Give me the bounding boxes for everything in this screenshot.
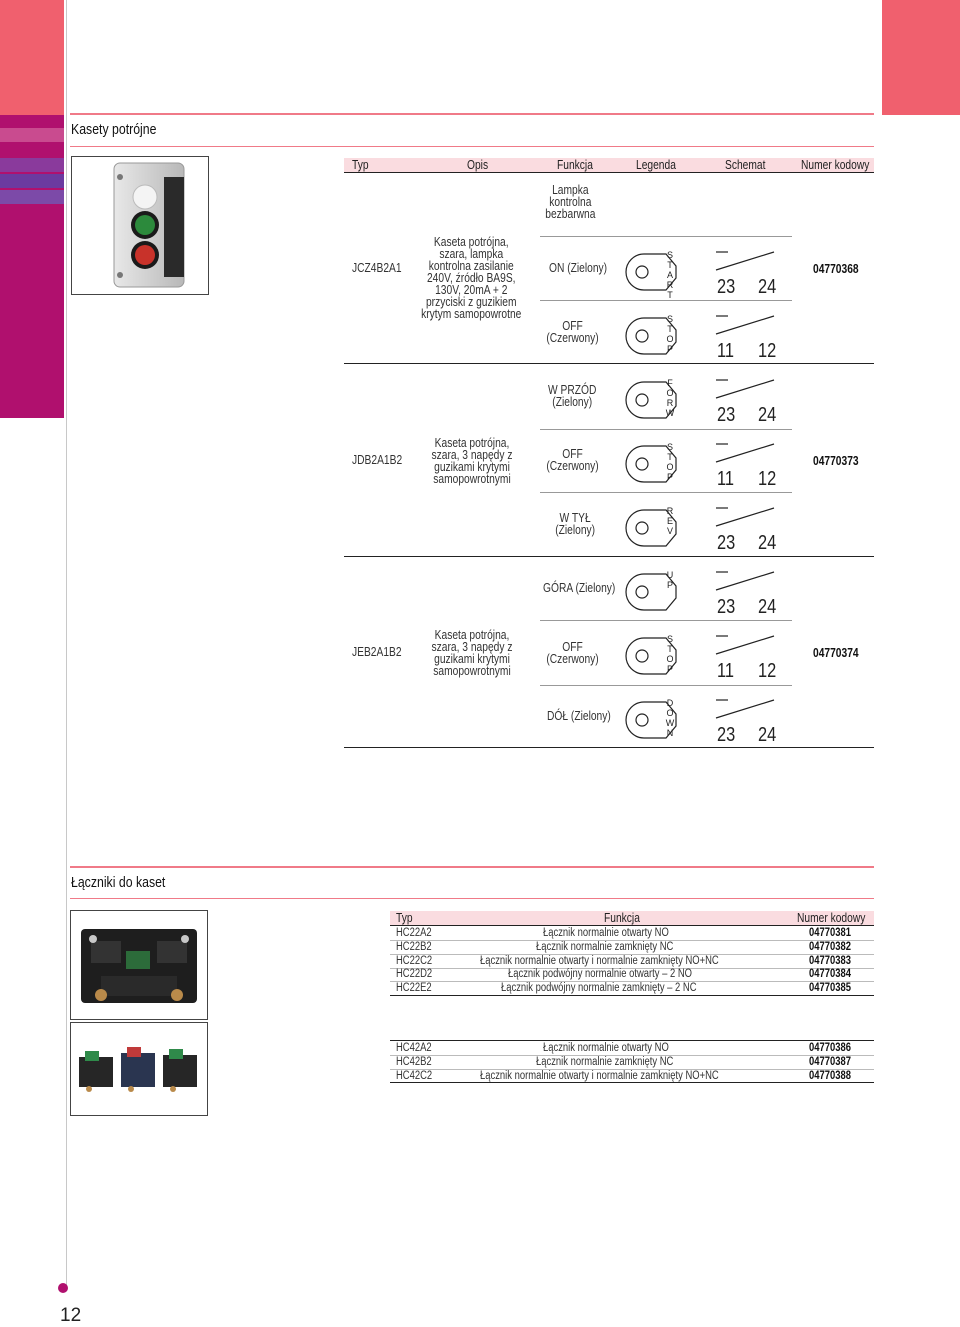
button-circle-icon xyxy=(636,266,648,278)
contact-switch-icon xyxy=(716,380,774,398)
func-cell: Łącznik normalnie otwarty i normalnie zamknięty NO+NC xyxy=(480,1069,719,1082)
code-cell: 04770384 xyxy=(809,968,851,981)
col-header-numer: Numer kodowy xyxy=(801,158,870,172)
terminal-number: 11 xyxy=(717,468,735,490)
margin-line xyxy=(66,0,67,1290)
table-row xyxy=(390,927,874,941)
schema-row xyxy=(624,502,794,558)
legend-text: FORW xyxy=(665,378,675,418)
col-header-typ: Typ xyxy=(396,911,413,925)
type-cell: HC22C2 xyxy=(396,954,433,967)
code-cell: 04770368 xyxy=(813,262,859,276)
terminal-number: 24 xyxy=(758,724,777,746)
contact-switch-icon xyxy=(716,316,774,334)
type-cell: HC22E2 xyxy=(396,982,432,995)
code-cell: 04770388 xyxy=(809,1069,851,1082)
func-cell: OFF (Czerwony) xyxy=(546,447,599,473)
header-rule xyxy=(344,172,874,173)
section-title: Łączniki do kaset xyxy=(71,874,166,891)
col-header-funkcja: Funkcja xyxy=(557,158,593,172)
terminal-number: 11 xyxy=(717,340,735,362)
type-cell: HC22A2 xyxy=(396,927,432,939)
func-cell: OFF (Czerwony) xyxy=(546,640,599,666)
contact-switch-icon xyxy=(716,572,774,590)
product-photo-box xyxy=(70,1022,208,1116)
func-cell: Łącznik normalnie otwarty NO xyxy=(543,1042,670,1054)
legend-text: START xyxy=(666,250,674,300)
type-cell: HC22B2 xyxy=(396,940,432,953)
table-header-bg xyxy=(344,158,874,172)
product-photo-box xyxy=(70,910,208,1020)
legend-text: DOWN xyxy=(665,698,675,738)
block-end-rule xyxy=(390,995,874,996)
schema-row xyxy=(624,246,794,302)
contact-block-image xyxy=(71,911,207,1019)
side-stripe xyxy=(0,190,64,204)
table-row xyxy=(390,1042,874,1056)
button-circle-icon xyxy=(636,650,648,662)
top-left-band xyxy=(0,0,64,115)
section-title: Kasety potrójne xyxy=(71,121,157,138)
section-rule xyxy=(70,113,874,115)
col-header-typ: Typ xyxy=(352,158,369,172)
terminal-number: 24 xyxy=(758,276,777,298)
contact-switch-icon xyxy=(716,700,774,718)
side-stripe xyxy=(0,128,64,142)
func-cell: Łącznik podwójny normalnie zamknięty – 2 NC xyxy=(500,982,697,995)
desc-cell: Kaseta potrójna, szara, 3 napędy z guzikami krytymi samopowrotnymi xyxy=(431,628,513,678)
terminal-number: 24 xyxy=(758,404,777,426)
section-rule xyxy=(70,898,874,899)
terminal-number: 23 xyxy=(717,596,736,618)
type-cell: HC42C2 xyxy=(396,1069,433,1082)
table-row xyxy=(390,968,874,982)
group-divider xyxy=(344,363,874,364)
button-circle-icon xyxy=(636,714,648,726)
contact-switch-icon xyxy=(716,508,774,526)
side-stripe xyxy=(0,158,64,172)
block-end-rule xyxy=(390,1082,874,1083)
type-cell: JEB2A1B2 xyxy=(352,645,402,659)
code-cell: 04770386 xyxy=(809,1042,851,1054)
page-dot xyxy=(58,1283,68,1293)
header-rule xyxy=(390,925,874,926)
top-right-band xyxy=(882,0,960,115)
func-cell: OFF (Czerwony) xyxy=(546,319,599,345)
func-cell: Łącznik normalnie otwarty i normalnie zamknięty NO+NC xyxy=(480,954,719,967)
schema-row xyxy=(624,438,794,494)
func-cell: Łącznik normalnie otwarty NO xyxy=(543,927,670,939)
col-header-legenda: Legenda xyxy=(636,158,676,172)
func-cell: Łącznik normalnie zamknięty NC xyxy=(536,1055,674,1068)
section-rule xyxy=(70,866,874,868)
code-cell: 04770382 xyxy=(809,940,851,953)
code-cell: 04770385 xyxy=(809,982,851,995)
type-cell: HC42B2 xyxy=(396,1055,432,1068)
schema-row xyxy=(624,310,794,366)
product-photo-box xyxy=(71,156,209,295)
terminal-number: 24 xyxy=(758,596,777,618)
legend-text: UP xyxy=(666,570,674,590)
contact-switch-icon xyxy=(716,444,774,462)
page-number: 12 xyxy=(60,1305,82,1326)
section-rule xyxy=(70,146,874,147)
type-cell: JCZ4B2A1 xyxy=(352,261,402,275)
legend-text: REV xyxy=(666,506,674,536)
terminal-number: 11 xyxy=(717,660,735,682)
terminal-number: 23 xyxy=(717,724,736,746)
terminal-number: 24 xyxy=(758,532,777,554)
type-cell: JDB2A1B2 xyxy=(352,453,403,467)
control-box-image xyxy=(72,157,208,294)
terminal-number: 23 xyxy=(717,404,736,426)
table-row xyxy=(390,941,874,955)
terminal-number: 12 xyxy=(758,660,777,682)
func-cell: Łącznik normalnie zamknięty NC xyxy=(536,940,674,953)
func-cell: ON (Zielony) xyxy=(549,261,608,275)
table-row xyxy=(390,955,874,969)
schema-row xyxy=(624,630,794,686)
code-cell: 04770381 xyxy=(809,927,851,939)
schema-row xyxy=(624,374,794,430)
legend-text: STOP xyxy=(666,442,674,482)
func-cell: Lampka kontrolna bezbarwna xyxy=(545,183,596,221)
terminal-number: 23 xyxy=(717,532,736,554)
col-header-opis: Opis xyxy=(467,158,489,172)
schema-row xyxy=(624,694,794,750)
group-divider xyxy=(344,556,874,557)
code-cell: 04770387 xyxy=(809,1055,851,1068)
row-divider xyxy=(540,236,792,237)
contact-blocks-image xyxy=(71,1023,207,1115)
func-cell: W PRZÓD (Zielony) xyxy=(548,383,597,409)
table-row xyxy=(390,1056,874,1070)
col-header-schemat: Schemat xyxy=(725,158,766,172)
button-circle-icon xyxy=(636,330,648,342)
code-cell: 04770383 xyxy=(809,954,851,967)
contact-switch-icon xyxy=(716,636,774,654)
button-circle-icon xyxy=(636,394,648,406)
button-circle-icon xyxy=(636,586,648,598)
func-cell: Łącznik podwójny normalnie otwarty – 2 NO xyxy=(507,968,692,981)
code-cell: 04770374 xyxy=(813,646,859,660)
group-divider xyxy=(344,747,874,748)
schema-row xyxy=(624,566,794,622)
type-cell: HC22D2 xyxy=(396,968,433,981)
func-cell: GÓRA (Zielony) xyxy=(543,581,616,595)
legend-text: STOP xyxy=(666,634,674,674)
terminal-number: 12 xyxy=(758,468,777,490)
contact-switch-icon xyxy=(716,252,774,270)
button-circle-icon xyxy=(636,458,648,470)
func-cell: DÓŁ (Zielony) xyxy=(547,709,611,723)
desc-cell: Kaseta potrójna, szara, lampka kontrolna zasilanie 240V, źródło BA9S, 130V, 20mA + 2 przyciski z guzikiem krytym samopowrotne xyxy=(421,235,522,321)
terminal-number: 23 xyxy=(717,276,736,298)
desc-cell: Kaseta potrójna, szara, 3 napędy z guzikami krytymi samopowrotnymi xyxy=(431,436,513,486)
col-header-funkcja: Funkcja xyxy=(604,911,640,925)
code-cell: 04770373 xyxy=(813,454,859,468)
col-header-numer: Numer kodowy xyxy=(797,911,866,925)
type-cell: HC42A2 xyxy=(396,1042,432,1054)
block-start-rule xyxy=(390,1040,874,1041)
func-cell: W TYŁ (Zielony) xyxy=(555,511,596,537)
terminal-number: 12 xyxy=(758,340,777,362)
side-stripe xyxy=(0,174,64,188)
legend-text: STOP xyxy=(666,314,674,354)
button-circle-icon xyxy=(636,522,648,534)
